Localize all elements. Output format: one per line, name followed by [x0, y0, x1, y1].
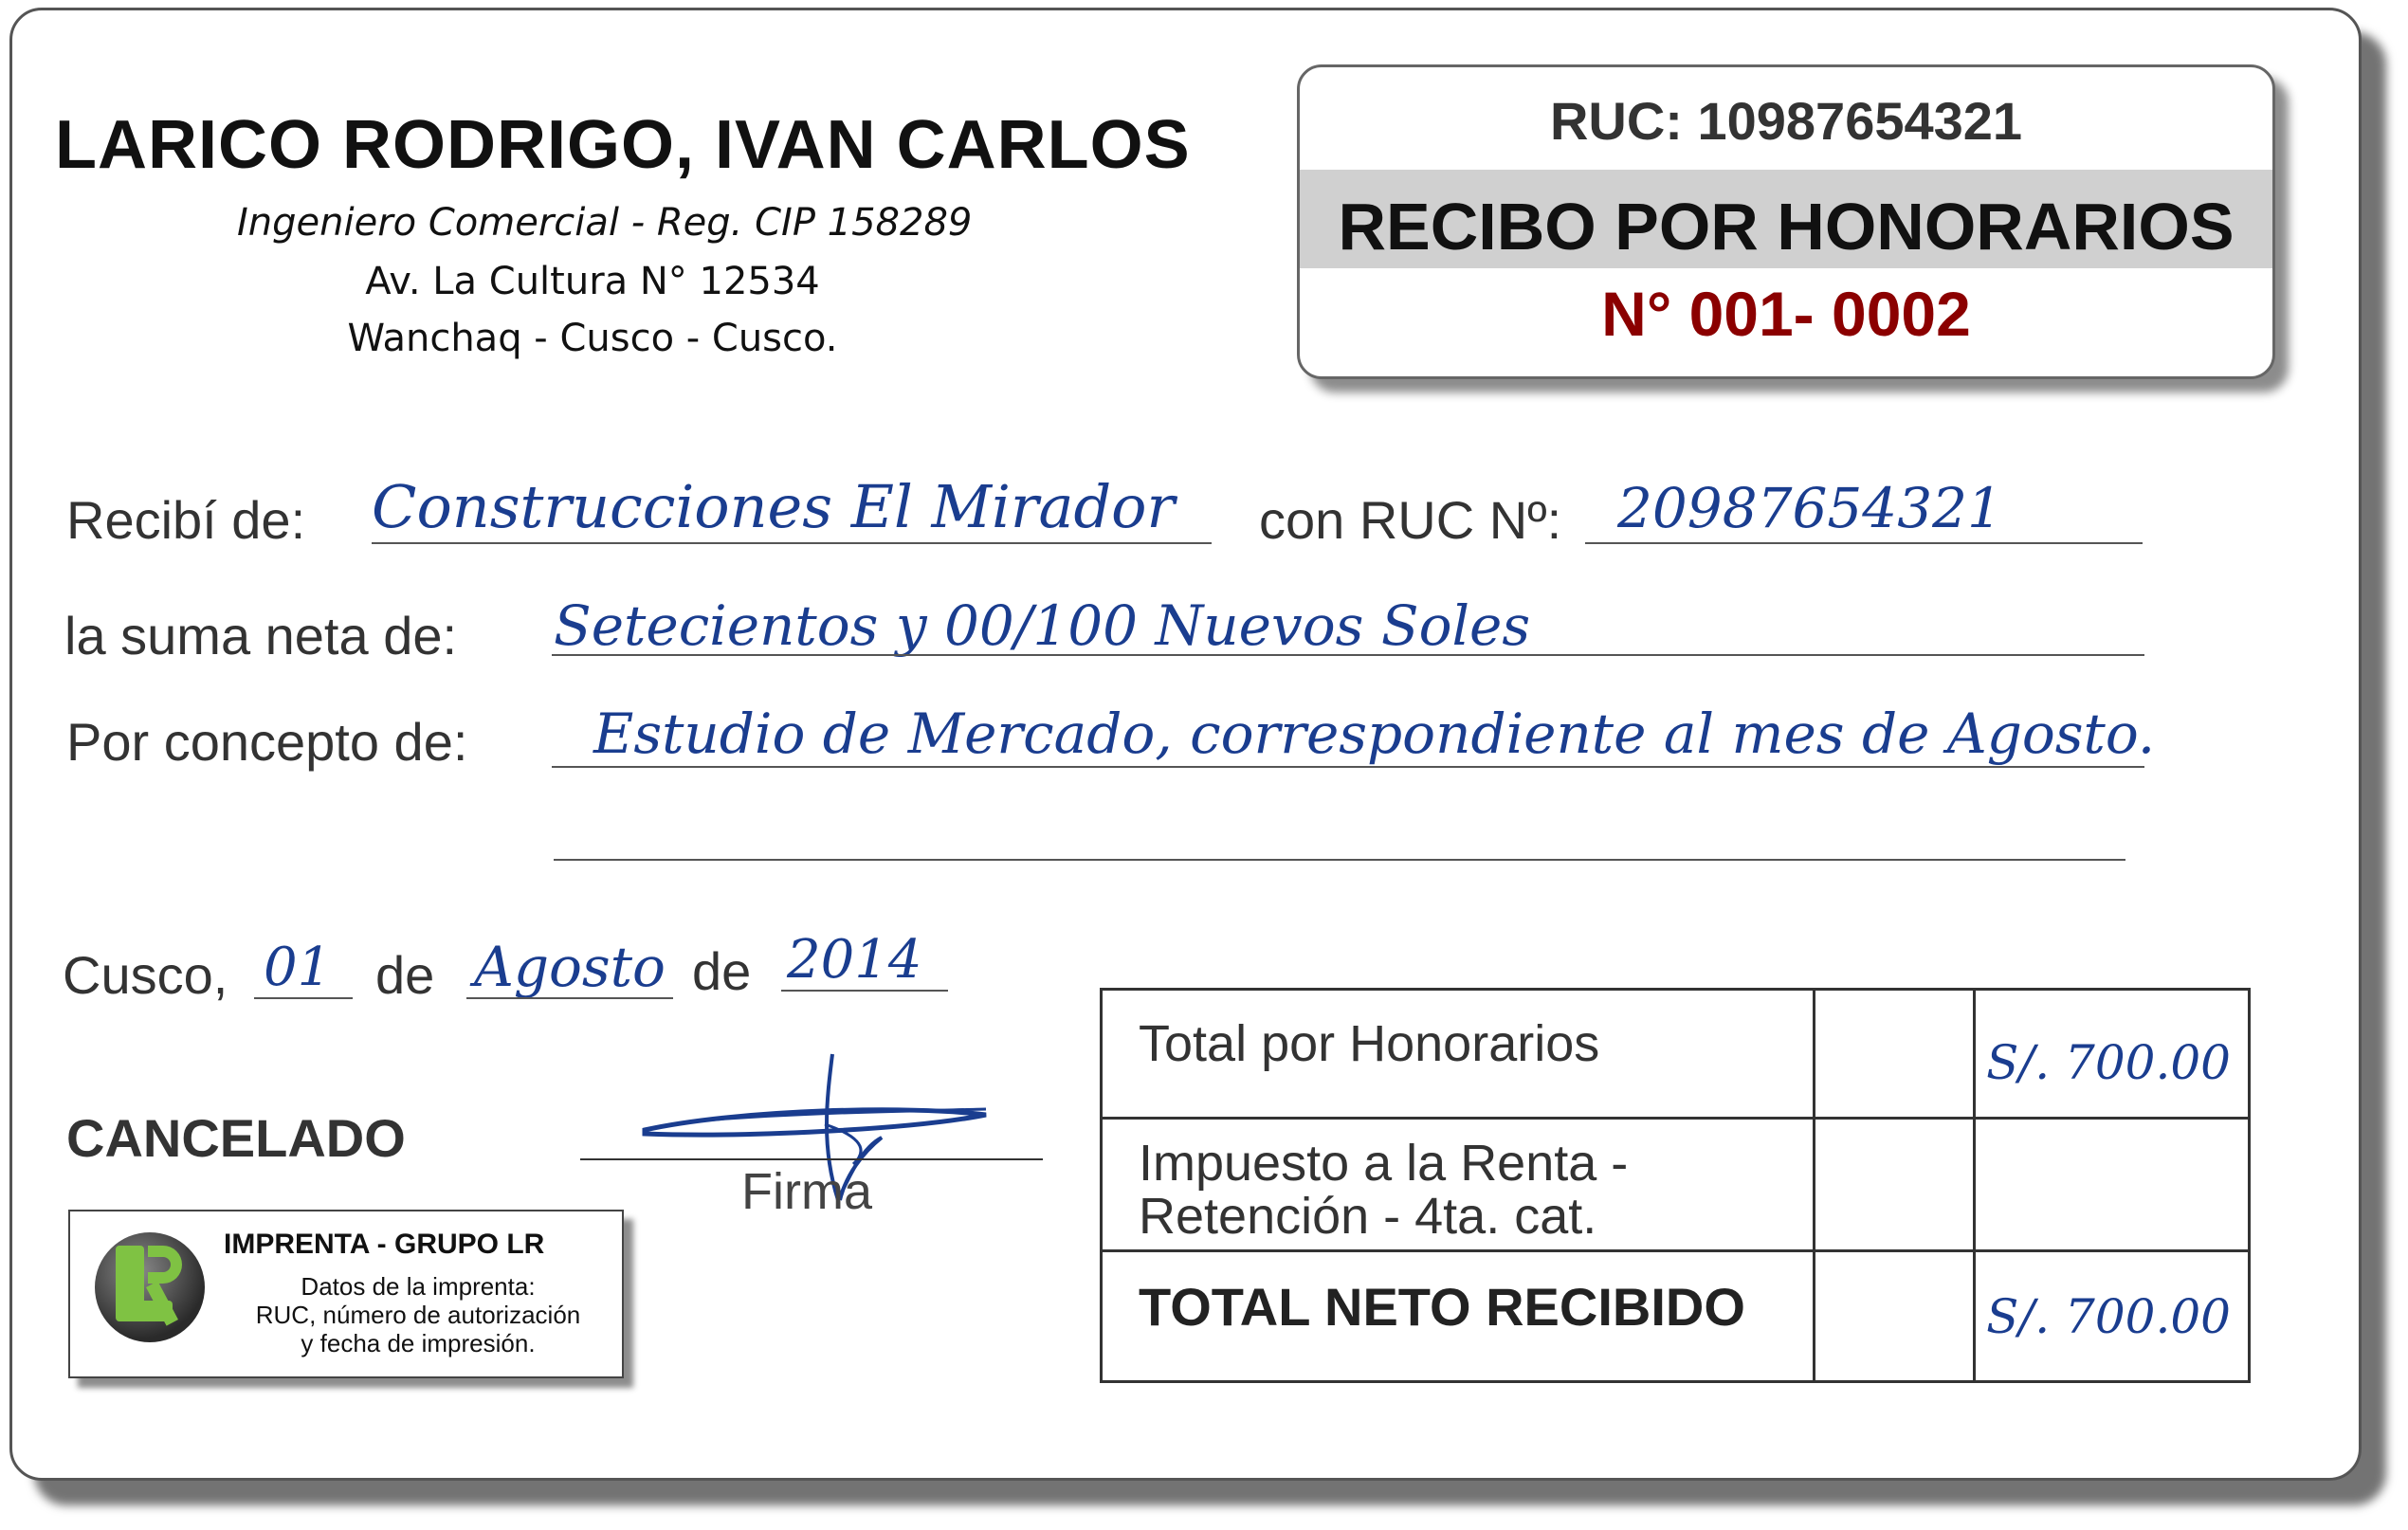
- date-de-1: de: [375, 945, 435, 1005]
- date-month[interactable]: Agosto: [474, 935, 666, 999]
- blank-cell: [1815, 990, 1975, 1119]
- concept-line-extra: [554, 859, 2125, 861]
- issuer-address: Av. La Cultura N° 12534: [365, 260, 820, 303]
- concept-value[interactable]: Estudio de Mercado, correspondiente al mes de Agosto.: [593, 701, 2156, 766]
- date-day-line: [254, 997, 353, 999]
- printer-line-2: RUC, número de autorización: [255, 1301, 581, 1329]
- blank-cell: [1815, 1119, 1975, 1251]
- logo-letter-r: [148, 1246, 182, 1284]
- received-from-value[interactable]: Construcciones El Mirador: [372, 472, 1176, 541]
- net-total-label: TOTAL NETO RECIBIDO: [1102, 1251, 1815, 1382]
- concept-label: Por concepto de:: [66, 712, 468, 772]
- issuer-name: LARICO RODRIGO, IVAN CARLOS: [55, 107, 1191, 183]
- signature-label: Firma: [741, 1163, 872, 1220]
- client-ruc-label: con RUC Nº:: [1259, 490, 1562, 550]
- issuer-ruc: RUC: 10987654321: [1549, 91, 2023, 151]
- amount-label: la suma neta de:: [64, 606, 458, 665]
- receipt-number: N° 001- 0002: [1601, 279, 1971, 349]
- issuer-profession: Ingeniero Comercial - Reg. CIP 158289: [237, 201, 973, 245]
- grupo-lr-logo-icon: [95, 1232, 205, 1342]
- totals-table: [1100, 988, 2251, 1383]
- client-ruc-value[interactable]: 20987654321: [1617, 476, 2002, 540]
- printer-line-3: y fecha de impresión.: [301, 1329, 536, 1357]
- received-from-label: Recibí de:: [66, 490, 306, 550]
- received-from-line: [372, 542, 1212, 544]
- table-row: [1102, 1119, 2250, 1251]
- cancelled-status: CANCELADO: [66, 1108, 406, 1168]
- date-day[interactable]: 01: [264, 937, 332, 998]
- signature-line: [580, 1158, 1043, 1160]
- printer-info-box: [68, 1210, 624, 1378]
- amount-line: [552, 654, 2144, 656]
- printer-title: IMPRENTA - GRUPO LR: [224, 1229, 545, 1260]
- date-de-2: de: [692, 941, 752, 1001]
- issuer-city: Wanchaq - Cusco - Cusco.: [347, 317, 838, 360]
- table-row: [1102, 1251, 2250, 1382]
- date-prefix: Cusco,: [63, 945, 228, 1005]
- date-year[interactable]: 2014: [787, 929, 922, 991]
- printer-line-1: Datos de la imprenta:: [301, 1272, 536, 1301]
- receipt-title: RECIBO POR HONORARIOS: [1338, 190, 2235, 264]
- tax-value[interactable]: [1975, 1119, 2250, 1251]
- tax-label-line-2: Retención - 4ta. cat.: [1139, 1188, 1597, 1245]
- date-year-line: [781, 990, 948, 992]
- client-ruc-line: [1585, 542, 2143, 544]
- concept-line: [552, 766, 2144, 768]
- table-row: [1102, 990, 2250, 1119]
- date-month-line: [466, 997, 673, 999]
- receipt-header-box: [1297, 64, 2275, 379]
- amount-value[interactable]: Setecientos y 00/100 Nuevos Soles: [554, 593, 1531, 658]
- total-honorarios-label: Total por Honorarios: [1102, 990, 1815, 1119]
- tax-label-cell: [1102, 1119, 1815, 1251]
- net-total-value[interactable]: S/. 700.00: [1975, 1251, 2250, 1382]
- tax-label-line-1: Impuesto a la Renta -: [1139, 1135, 1629, 1192]
- total-honorarios-value[interactable]: S/. 700.00: [1975, 990, 2250, 1119]
- blank-cell: [1815, 1251, 1975, 1382]
